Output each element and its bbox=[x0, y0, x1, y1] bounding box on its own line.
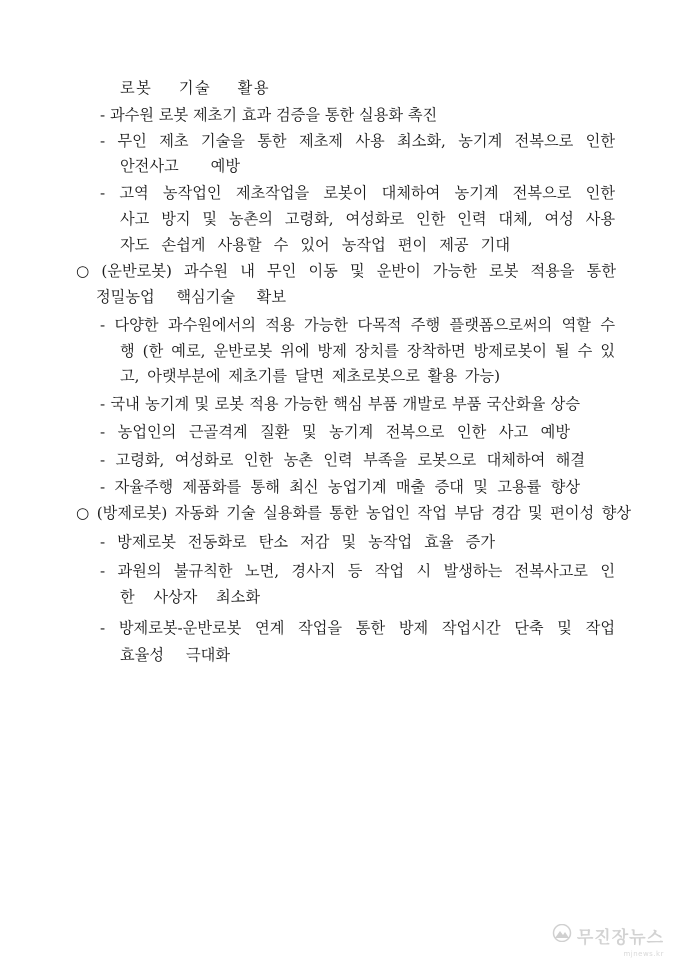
bullet-circle-item: ○ (방제로봇) 자동화 기술 실용화를 통한 농업인 작업 부담 경감 및 편이성 향상 bbox=[76, 504, 631, 522]
bullet-dash-item: - 국내 농기계 및 로봇 적용 가능한 핵심 부품 개발로 부품 국산화율 상승 bbox=[100, 395, 580, 413]
text-line: 자도 손쉽게 사용할 수 있어 농작업 편이 제공 기대 bbox=[120, 236, 510, 254]
text-line: 사고 방지 및 농촌의 고령화, 여성화로 인한 인력 대체, 여성 사용 bbox=[120, 210, 615, 228]
bullet-dash-item: - 다양한 과수원에서의 적용 가능한 다목적 주행 플랫폼으로써의 역할 수 bbox=[100, 316, 615, 334]
bullet-dash-item: - 자율주행 제품화를 통해 최신 농업기계 매출 증대 및 고용률 향상 bbox=[100, 478, 580, 496]
text-line: 로봇 기술 활용 bbox=[120, 79, 270, 97]
text-line: 행 (한 예로, 운반로봇 위에 방제 장치를 장착하면 방제로봇이 될 수 있 bbox=[120, 342, 615, 360]
watermark-logo bbox=[551, 923, 664, 948]
bullet-dash-item: - 농업인의 근골격계 질환 및 농기계 전복으로 인한 사고 예방 bbox=[100, 423, 570, 441]
text-line: 효율성 극대화 bbox=[120, 646, 230, 664]
text-line: 고, 아랫부분에 제초기를 달면 제초로봇으로 활용 가능) bbox=[120, 367, 500, 385]
mountain-icon bbox=[551, 924, 573, 947]
bullet-circle-item: ○ (운반로봇) 과수원 내 무인 이동 및 운반이 가능한 로봇 적용을 통한 bbox=[76, 262, 616, 280]
bullet-dash-item: - 고역 농작업인 제초작업을 로봇이 대체하여 농기계 전복으로 인한 bbox=[100, 184, 615, 202]
bullet-dash-item: - 고령화, 여성화로 인한 농촌 인력 부족을 로봇으로 대체하여 해결 bbox=[100, 451, 585, 469]
bullet-dash-item: - 방제로봇 전동화로 탄소 저감 및 농작업 효율 증가 bbox=[100, 533, 495, 551]
text-line: 한 사상자 최소화 bbox=[120, 588, 260, 606]
bullet-dash-item: - 무인 제초 기술을 통한 제초제 사용 최소화, 농기계 전복으로 인한 bbox=[100, 132, 615, 150]
watermark-subtext: mjnews.kr bbox=[623, 950, 664, 958]
bullet-dash-item: - 과수원 로봇 제초기 효과 검증을 통한 실용화 촉진 bbox=[100, 106, 438, 124]
text-line: 정밀농업 핵심기술 확보 bbox=[96, 288, 286, 306]
bullet-dash-item: - 방제로봇-운반로봇 연계 작업을 통한 방제 작업시간 단축 및 작업 bbox=[100, 619, 615, 637]
watermark-text: 무진장뉴스 bbox=[576, 928, 664, 948]
text-line: 안전사고 예방 bbox=[120, 157, 240, 175]
bullet-dash-item: - 과원의 불규칙한 노면, 경사지 등 작업 시 발생하는 전복사고로 인 bbox=[100, 562, 615, 580]
